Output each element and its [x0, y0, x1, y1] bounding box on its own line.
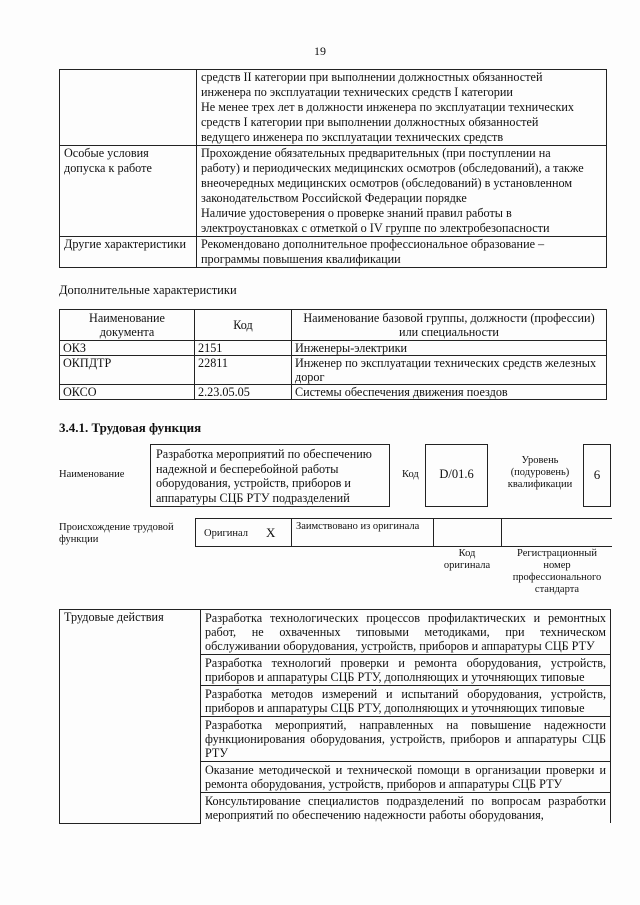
action-item: Разработка технологических процессов профилактических и ремонтных работ, не охваченных типовыми методиками, при техническом обслуживании оборудования, устройств, приборов и аппаратуры СЦБ РТУ — [201, 610, 611, 655]
text-line: программы повышения квалификации — [201, 252, 401, 266]
code-label: Код — [402, 469, 419, 480]
level-value: 6 — [593, 467, 601, 482]
action-item: Разработка мероприятий, направленных на повышение надежности функционирования оборудования, устройств, приборов и аппаратуры СЦБ РТУ — [201, 717, 611, 762]
row-content — [197, 237, 607, 268]
row-content — [197, 146, 607, 237]
page-number: 19 — [314, 44, 326, 58]
table-row — [60, 237, 607, 268]
table-row — [60, 385, 607, 400]
row-label: Другие характеристики — [60, 237, 197, 268]
table-cell: Инженер по эксплуатации технических средств железных дорог — [292, 356, 607, 385]
additional-characteristics-table — [59, 309, 607, 400]
function-title: 3.4.1. Трудовая функция — [59, 420, 202, 435]
column-header: Наименование базовой группы, должности (профессии) или специальности — [292, 310, 607, 341]
function-name-box — [150, 444, 390, 507]
borrowed-label: Заимствовано из оригинала — [296, 521, 420, 532]
table-cell: ОКПДТР — [60, 356, 195, 385]
action-item: Разработка технологий проверки и ремонта оборудования, устройств, приборов и аппаратуры СЦБ РТУ, дополняющих и уточняющих типовые — [201, 655, 611, 686]
table-cell: ОКЗ — [60, 341, 195, 356]
level-label: Уровень (подуровень) квалификации — [507, 455, 573, 490]
text-line: Наличие удостоверения о проверке знаний правил работы в — [201, 206, 512, 220]
text-line: электроустановках с отметкой о IV группе по электробезопасности — [201, 221, 550, 235]
original-mark: X — [266, 525, 276, 540]
actions-label: Трудовые действия — [60, 610, 201, 824]
qualification-requirements-table — [59, 69, 607, 268]
divider — [433, 519, 434, 546]
table-cell: 2151 — [195, 341, 292, 356]
table-row — [60, 70, 607, 146]
table-header-row — [60, 310, 607, 341]
reg-number-label: Регистрационный номер профессионального стандарта — [512, 548, 602, 595]
function-name: Разработка мероприятий по обеспечению надежной и бесперебойной работы оборудования, устройств, приборов и аппаратуры СЦБ РТУ подразделений — [156, 447, 372, 505]
divider — [501, 519, 502, 546]
table-row — [60, 146, 607, 237]
original-label: Оригинал — [204, 528, 248, 539]
code-original-label: Код оригинала — [443, 548, 491, 571]
table-cell: 22811 — [195, 356, 292, 385]
level-box — [583, 444, 611, 507]
table-cell: Системы обеспечения движения поездов — [292, 385, 607, 400]
text-line: Прохождение обязательных предварительных (при поступлении на — [201, 146, 551, 160]
origin-label: Происхождение трудовой функции — [59, 522, 174, 545]
origin-row — [195, 518, 612, 547]
table-cell: 2.23.05.05 — [195, 385, 292, 400]
text-line: средств I категории при выполнении должностных обязанностей — [201, 115, 539, 129]
row-label: Особые условия допуска к работе — [60, 146, 197, 237]
table-cell: ОКСО — [60, 385, 195, 400]
text-line: Рекомендовано дополнительное профессиональное образование – — [201, 237, 545, 251]
text-line: внеочередных медицинских осмотров (обследований) в установленном — [201, 176, 573, 190]
row-content — [197, 70, 607, 146]
column-header: Наименование документа — [60, 310, 195, 341]
text-line: средств II категории при выполнении должностных обязанностей — [201, 70, 543, 84]
table-cell: Инженеры-электрики — [292, 341, 607, 356]
table-row — [60, 356, 607, 385]
table-row — [60, 610, 611, 655]
text-line: Не менее трех лет в должности инженера по эксплуатации технических — [201, 100, 574, 114]
column-header: Код — [195, 310, 292, 341]
text-line: законодательством Российской Федерации порядке — [201, 191, 467, 205]
function-code: D/01.6 — [439, 467, 474, 481]
text-line: ведущего инженера по эксплуатации технических средств — [201, 130, 504, 144]
text-line: работу) и периодических медицинских осмотров (обследований), а также — [201, 161, 584, 175]
labor-actions-table — [59, 609, 611, 824]
action-item: Оказание методической и технической помощи в организации проверки и ремонта оборудования, устройств, приборов и аппаратуры СЦБ РТУ — [201, 762, 611, 793]
additional-heading: Дополнительные характеристики — [59, 283, 237, 297]
code-box — [425, 444, 488, 507]
row-label — [60, 70, 197, 146]
name-label: Наименование — [59, 469, 125, 480]
divider — [291, 519, 292, 546]
action-item: Разработка методов измерений и испытаний оборудования, устройств, приборов и аппаратуры СЦБ РТУ, дополняющих и уточняющих типовые — [201, 686, 611, 717]
table-row — [60, 341, 607, 356]
action-item: Консультирование специалистов подразделений по вопросам разработки мероприятий по обеспечению надежности работы оборудования, — [201, 793, 611, 824]
text-line: инженера по эксплуатации технических средств I категории — [201, 85, 513, 99]
